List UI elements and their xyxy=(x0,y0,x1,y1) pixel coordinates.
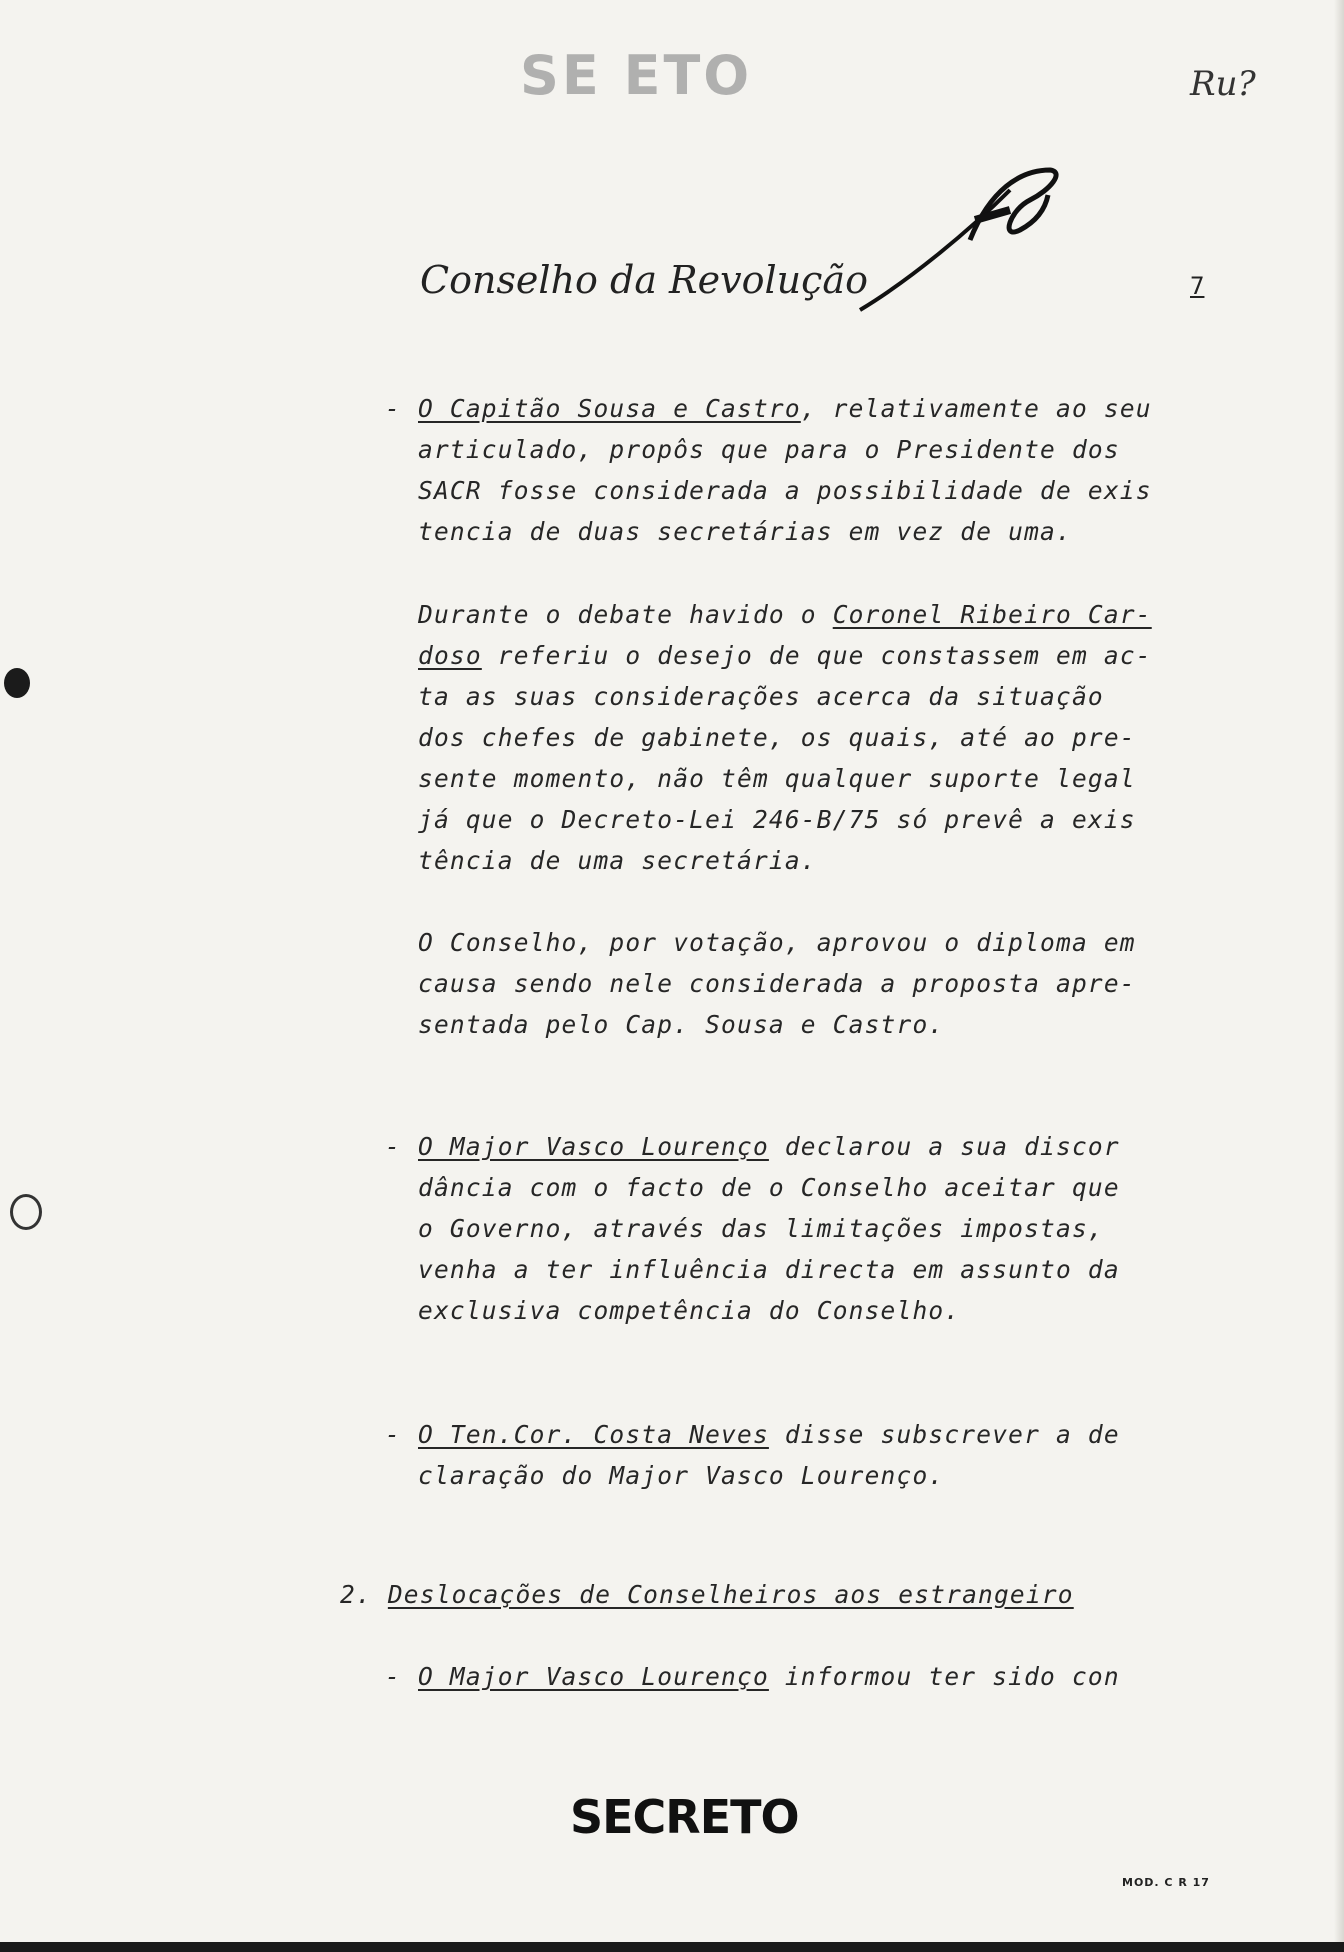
text-line: declarou a sua discor xyxy=(768,1132,1120,1161)
speaker-name: O Capitão Sousa e Castro xyxy=(418,394,801,423)
list-dash: - xyxy=(385,394,401,423)
text-line: sente momento, não têm qualquer suporte legal xyxy=(418,764,1136,793)
text-line: , relativamente ao seu xyxy=(800,394,1152,423)
speaker-name: O Ten.Cor. Costa Neves xyxy=(418,1420,769,1449)
text-line: O Conselho, por votação, aprovou o diploma em xyxy=(418,928,1136,957)
punch-hole-bottom xyxy=(10,1194,42,1230)
page-edge-bottom xyxy=(0,1942,1344,1952)
item-costa-neves xyxy=(385,1414,1188,1496)
speaker-name: O Major Vasco Lourenço xyxy=(418,1662,769,1691)
text-line: Durante o debate havido o xyxy=(418,600,833,629)
page-number: 7 xyxy=(1190,272,1205,300)
text-line: tência de uma secretária. xyxy=(418,846,817,875)
item-sousa-castro xyxy=(385,388,1188,552)
item-vasco-lourenco-travel xyxy=(385,1656,1188,1697)
speaker-name: O Major Vasco Lourenço xyxy=(418,1132,769,1161)
list-dash: - xyxy=(385,1132,401,1161)
speaker-name: Coronel Ribeiro Car- xyxy=(832,600,1152,629)
text-line: sentada pelo Cap. Sousa e Castro. xyxy=(418,1010,945,1039)
secret-stamp-bottom: SECRETO xyxy=(570,1790,799,1844)
paragraph-ribeiro-cardoso xyxy=(418,594,1188,881)
text-line: já que o Decreto-Lei 246-B/75 só prevê a exis xyxy=(418,805,1136,834)
page-edge-right xyxy=(1334,0,1344,1952)
text-line: referiu o desejo de que constassem em ac- xyxy=(481,641,1152,670)
paragraph-vote xyxy=(418,922,1188,1045)
secret-stamp-top: SE ETO xyxy=(520,44,753,107)
letterhead-title: Conselho da Revolução xyxy=(420,258,868,302)
text-line: disse subscrever a de xyxy=(768,1420,1120,1449)
handwritten-initials: Ru? xyxy=(1190,64,1256,104)
text-line: o Governo, através das limitações impostas, xyxy=(418,1214,1104,1243)
text-line: claração do Major Vasco Lourenço. xyxy=(418,1461,945,1490)
text-line: dos chefes de gabinete, os quais, até ao pre- xyxy=(418,723,1136,752)
section-heading xyxy=(340,1574,1074,1615)
form-model-code: MOD. C R 17 xyxy=(1122,1876,1210,1889)
text-line: dância com o facto de o Conselho aceitar que xyxy=(418,1173,1120,1202)
section-title: Deslocações de Conselheiros aos estrangeiro xyxy=(387,1580,1074,1609)
speaker-name: doso xyxy=(418,641,482,670)
text-line: informou ter sido con xyxy=(768,1662,1120,1691)
text-line: exclusiva competência do Conselho. xyxy=(418,1296,961,1325)
text-line: causa sendo nele considerada a proposta apre- xyxy=(418,969,1136,998)
text-line: articulado, propôs que para o Presidente dos xyxy=(418,435,1120,464)
list-dash: - xyxy=(385,1420,401,1449)
item-vasco-lourenco xyxy=(385,1126,1188,1331)
text-line: ta as suas considerações acerca da situação xyxy=(418,682,1104,711)
text-line: tencia de duas secretárias em vez de uma. xyxy=(418,517,1072,546)
text-line: venha a ter influência directa em assunto da xyxy=(418,1255,1120,1284)
section-number: 2. xyxy=(340,1580,372,1609)
text-line: SACR fosse considerada a possibilidade de exis xyxy=(418,476,1152,505)
signature-mark xyxy=(850,150,1070,320)
list-dash: - xyxy=(385,1662,401,1691)
punch-hole-top xyxy=(4,668,30,698)
